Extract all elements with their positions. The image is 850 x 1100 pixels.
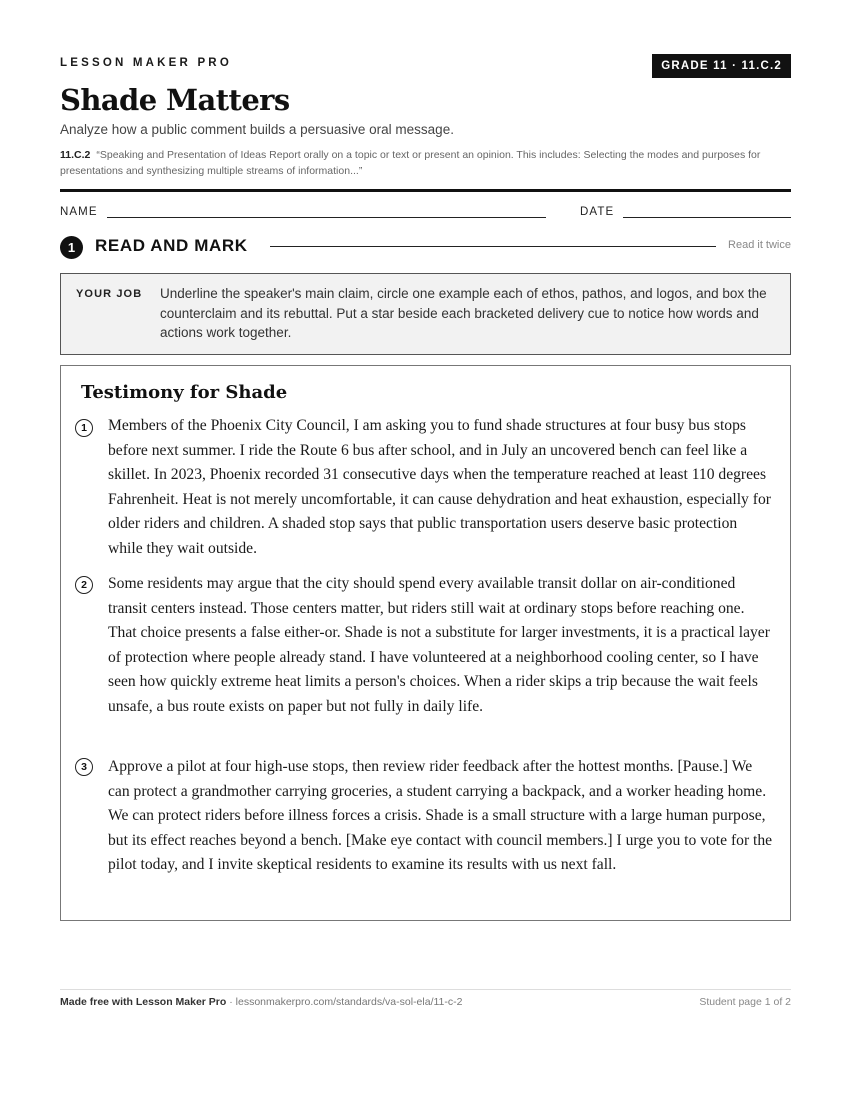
section-divider	[270, 246, 716, 247]
section-title: READ AND MARK	[95, 236, 248, 255]
header-divider	[60, 189, 791, 192]
your-job-box	[60, 273, 791, 355]
grade-badge: GRADE 11 · 11.C.2	[652, 54, 791, 78]
page-indicator: Student page 1 of 2	[699, 996, 791, 1008]
name-field[interactable]	[107, 217, 546, 218]
your-job-label: YOUR JOB	[76, 288, 143, 300]
footer-separator: ·	[226, 996, 236, 1008]
passage-paragraph: Approve a pilot at four high-use stops, then review rider feedback after the hottest months. [Pause.] We can protect a grandmother carrying groceries, a student carrying a backpack, and a worker heading home. We can protect riders before illness forces a crisis. Shade is a small structure with a large human purpose, but its effect reaches beyond a bench. [Make eye contact with council members.] I urge you to vote for the pilot today, and I invite skeptical residents to examine its results with us next fall.	[108, 758, 773, 873]
passage-paragraph: Members of the Phoenix City Council, I am asking you to fund shade structures at four busy bus stops before next summer. I ride the Route 6 bus after school, and in July an uncovered bench can feel like a skillet. In 2023, Phoenix recorded 31 consecutive days when the temperature reached at least 110 degrees Fahrenheit. Heat is not merely uncomfortable, it can cause dehydration and heat exhaustion, especially for older riders and children. A shaded stop says that public transportation users deserve basic protection while they wait outside.	[108, 417, 771, 557]
section-note: Read it twice	[728, 239, 791, 251]
your-job-instructions: Underline the speaker's main claim, circle one example each of ethos, pathos, and logos, and box the counterclaim and its rebuttal. Put a star beside each bracketed delivery cue to notice how words and actions work together.	[160, 286, 767, 340]
standard-description	[60, 147, 791, 179]
footer-divider	[60, 989, 791, 990]
page-subtitle: Analyze how a public comment builds a persuasive oral message.	[60, 122, 454, 137]
paragraph-number: 3	[75, 758, 93, 776]
paragraph-number: 2	[75, 576, 93, 594]
brand-name: LESSON MAKER PRO	[60, 57, 232, 69]
footer-url[interactable]: lessonmakerpro.com/standards/va-sol-ela/11-c-2	[235, 996, 463, 1008]
passage-paragraph: Some residents may argue that the city should spend every available transit dollar on air-conditioned transit centers instead. Those centers matter, but riders still wait at ordinary stops before reaching one. That choice presents a false either-or. Shade is not a substitute for larger investments, it is a practical layer of protection where people already stand. I have volunteered at a neighborhood cooling center, so I have seen how quickly extreme heat limits a person's choices. When a rider skips a trip because the wait feels unsafe, a bus route exists on paper but not fully in daily life.	[108, 575, 770, 715]
page-title: Shade Matters	[60, 83, 290, 117]
paragraph-number: 1	[75, 419, 93, 437]
standard-text: “Speaking and Presentation of Ideas Report orally on a topic or text or present an opinion. This includes: Selecting the modes and purposes for presentations and synthesizing multiple streams of information...”	[60, 149, 761, 177]
date-field[interactable]	[623, 217, 791, 218]
passage-title: Testimony for Shade	[81, 382, 288, 403]
standard-code: 11.C.2	[60, 149, 91, 161]
passage-box	[60, 365, 791, 921]
footer-made-with: Made free with Lesson Maker Pro	[60, 996, 227, 1008]
section-number-badge: 1	[60, 236, 83, 259]
date-label: DATE	[580, 206, 615, 218]
name-label: NAME	[60, 206, 98, 218]
footer-credit	[60, 996, 462, 1008]
